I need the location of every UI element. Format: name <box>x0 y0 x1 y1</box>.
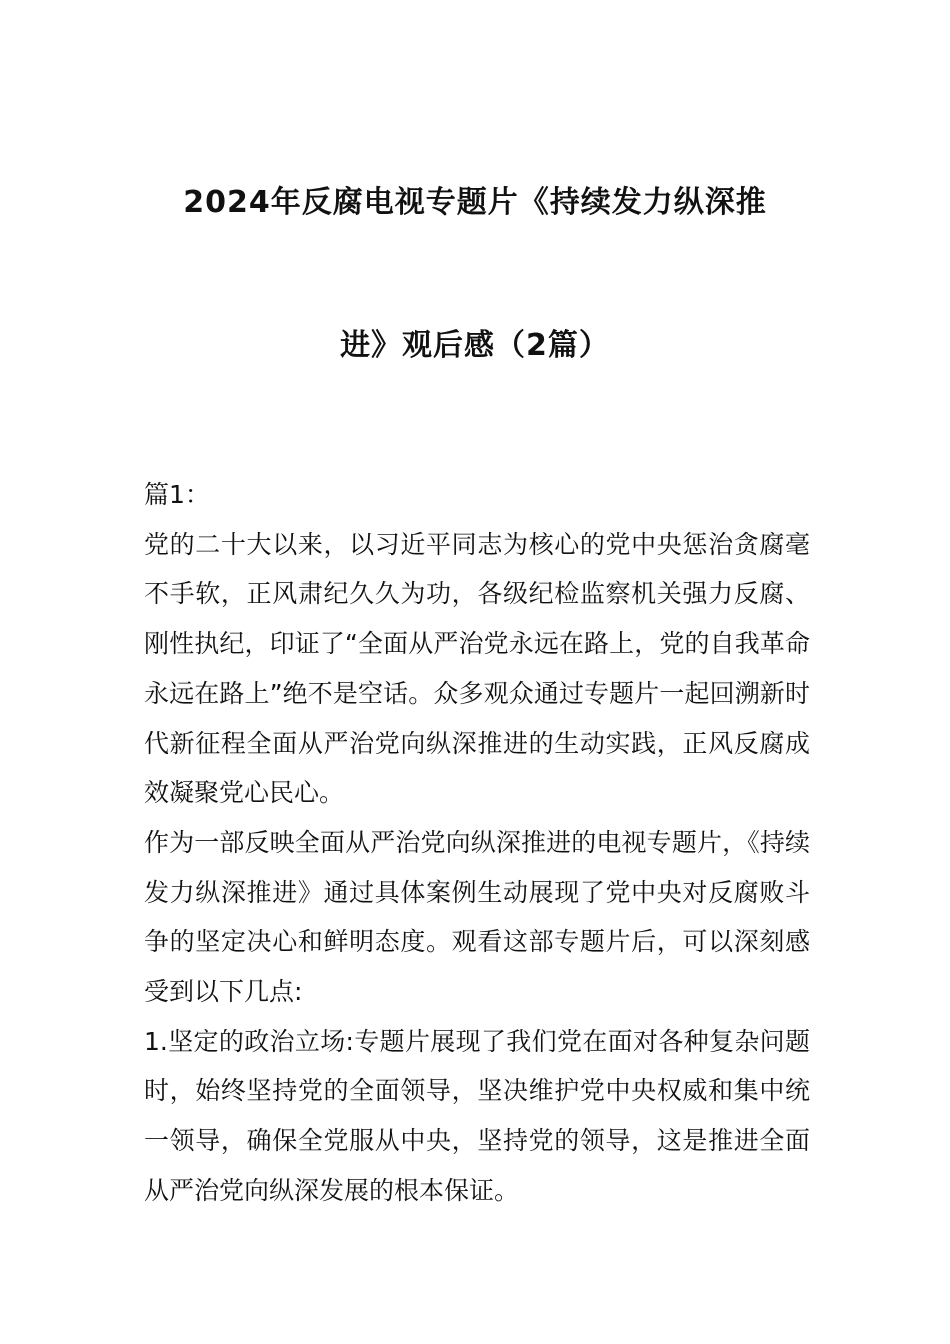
paragraph-1: 党的二十大以来，以习近平同志为核心的党中央惩治贪腐毫不手软，正风肃纪久久为功，各级纪检监察机关强力反腐、刚性执纪，印证了“全面从严治党永远在路上，党的自我革命永远在路上”绝不是空话。众多观众通过专题片一起回溯新时代新征程全面从严治党向纵深推进的生动实践，正风反腐成效凝聚党心民心。 <box>144 529 810 808</box>
document-body <box>144 470 810 1216</box>
document-title-line-2: 进》观后感（2篇） <box>340 328 610 363</box>
paragraph-3: 1.坚定的政治立场:专题片展现了我们党在面对各种复杂问题时，始终坚持党的全面领导，坚决维护党中央权威和集中统一领导，确保全党服从中央，坚持党的领导，这是推进全面从严治党向纵深发展的根本保证。 <box>144 1026 810 1205</box>
document-title-line-1: 2024年反腐电视专题片《持续发力纵深推 <box>183 185 767 220</box>
paragraph-2: 作为一部反映全面从严治党向纵深推进的电视专题片，《持续发力纵深推进》通过具体案例生动展现了党中央对反腐败斗争的坚定决心和鲜明态度。观看这部专题片后，可以深刻感受到以下几点: <box>144 827 810 1007</box>
section-label: 篇1： <box>144 480 210 509</box>
